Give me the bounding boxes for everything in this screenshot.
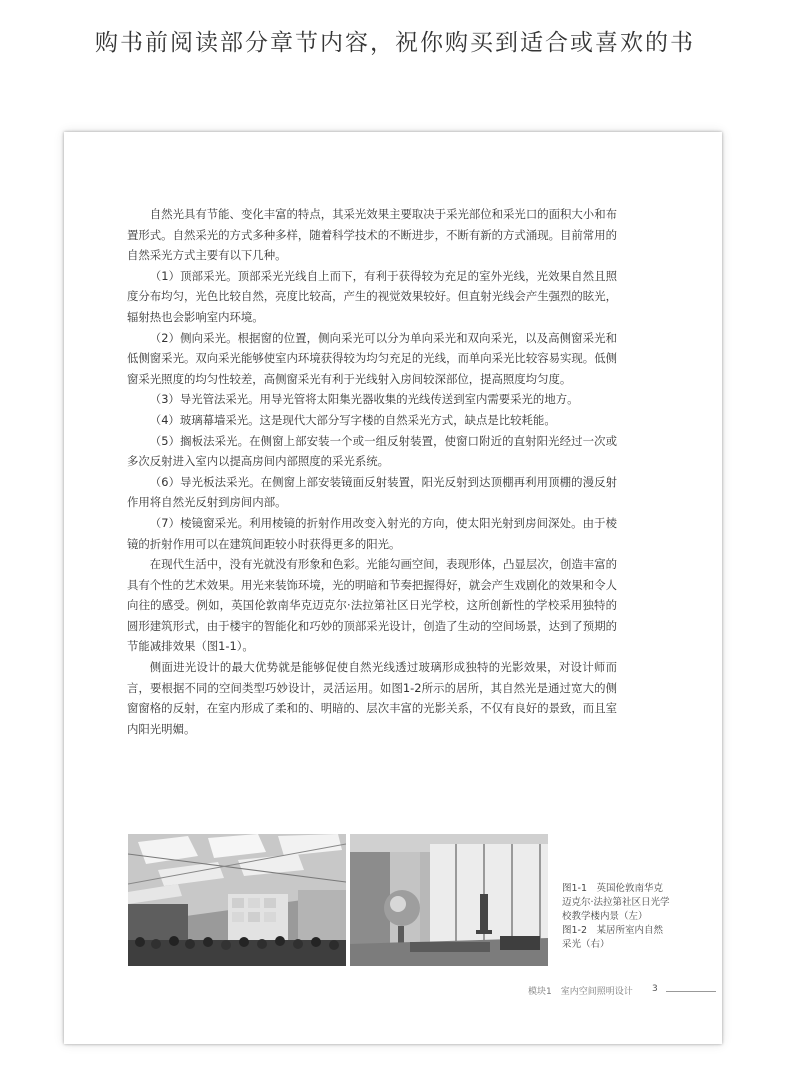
footer-rule bbox=[666, 991, 716, 992]
paragraph: （7）棱镜窗采光。利用棱镜的折射作用改变入射光的方向，使太阳光射到房间深处。由于棱镜的折射作用可以在建筑间距较小时获得更多的阳光。 bbox=[127, 515, 617, 551]
paragraph: （2）侧向采光。根据窗的位置，侧向采光可以分为单向采光和双向采光，以及高侧窗采光和低侧窗采光。双向采光能够使室内环境获得较为均匀充足的光线，而单向采光比较容易实现。低侧窗采光照度的均匀性较差，高侧窗采光有利于光线射入房间较深部位，提高照度均匀度。 bbox=[127, 330, 617, 386]
paragraph: （6）导光板法采光。在侧窗上部安装镜面反射装置，阳光反射到达顶棚再利用顶棚的漫反射作用将自然光反射到房间内部。 bbox=[127, 474, 617, 510]
residence-interior-photo bbox=[350, 834, 548, 966]
paragraph: （1）顶部采光。顶部采光光线自上而下，有利于获得较为充足的室外光线，光效果自然且照度分布均匀，光色比较自然，亮度比较高，产生的视觉效果较好。但直射光线会产生强烈的眩光，辐射热也会影响室内环境。 bbox=[127, 268, 617, 324]
body-text bbox=[127, 204, 617, 739]
figure-caption bbox=[562, 882, 672, 952]
paragraph: 自然光具有节能、变化丰富的特点，其采光效果主要取决于采光部位和采光口的面积大小和布置形式。自然采光的方式多种多样，随着科学技术的不断进步，不断有新的方式涌现。目前常用的自然采光方式主要有以下几种。 bbox=[127, 207, 617, 263]
page-banner: 购书前阅读部分章节内容，祝你购买到适合或喜欢的书 bbox=[95, 30, 695, 56]
paragraph: 在现代生活中，没有光就没有形象和色彩。光能勾画空间，表现形体，凸显层次，创造丰富的具有个性的艺术效果。用光来装饰环境，光的明暗和节奏把握得好，就会产生戏剧化的效果和令人向往的感受。例如，英国伦敦南华克迈克尔·法拉第社区日光学校，这所创新性的学校采用独特的圆形建筑形式，由于楼宇的智能化和巧妙的顶部采光设计，创造了生动的空间场景，达到了预期的节能减排效果（图1-1）。 bbox=[127, 557, 617, 654]
footer-module-label: 模块1 室内空间照明设计 bbox=[528, 987, 633, 997]
school-interior-photo bbox=[128, 834, 346, 966]
book-page bbox=[64, 132, 722, 1044]
paragraph: （5）搁板法采光。在侧窗上部安装一个或一组反射装置，使窗口附近的直射阳光经过一次或多次反射进入室内以提高房间内部照度的采光系统。 bbox=[127, 433, 617, 469]
paragraph: 侧面进光设计的最大优势就是能够促使自然光线透过玻璃形成独特的光影效果，对设计师而言，要根据不同的空间类型巧妙设计，灵活运用。如图1-2所示的居所，其自然光是通过宽大的侧窗窗格的反射，在室内形成了柔和的、明暗的、层次丰富的光影关系，不仅有良好的景致，而且室内阳光明媚。 bbox=[127, 660, 617, 736]
caption-figure-1-2: 图1-2 某居所室内自然采光（右） bbox=[562, 925, 664, 950]
page-footer bbox=[528, 984, 718, 998]
caption-figure-1-1: 图1-1 英国伦敦南华克迈克尔·法拉第社区日光学校教学楼内景（左） bbox=[562, 883, 670, 922]
page-number: 3 bbox=[652, 984, 658, 994]
paragraph: （4）玻璃幕墙采光。这是现代大部分写字楼的自然采光方式，缺点是比较耗能。 bbox=[149, 412, 556, 427]
paragraph: （3）导光管法采光。用导光管将太阳集光器收集的光线传送到室内需要采光的地方。 bbox=[149, 392, 579, 407]
